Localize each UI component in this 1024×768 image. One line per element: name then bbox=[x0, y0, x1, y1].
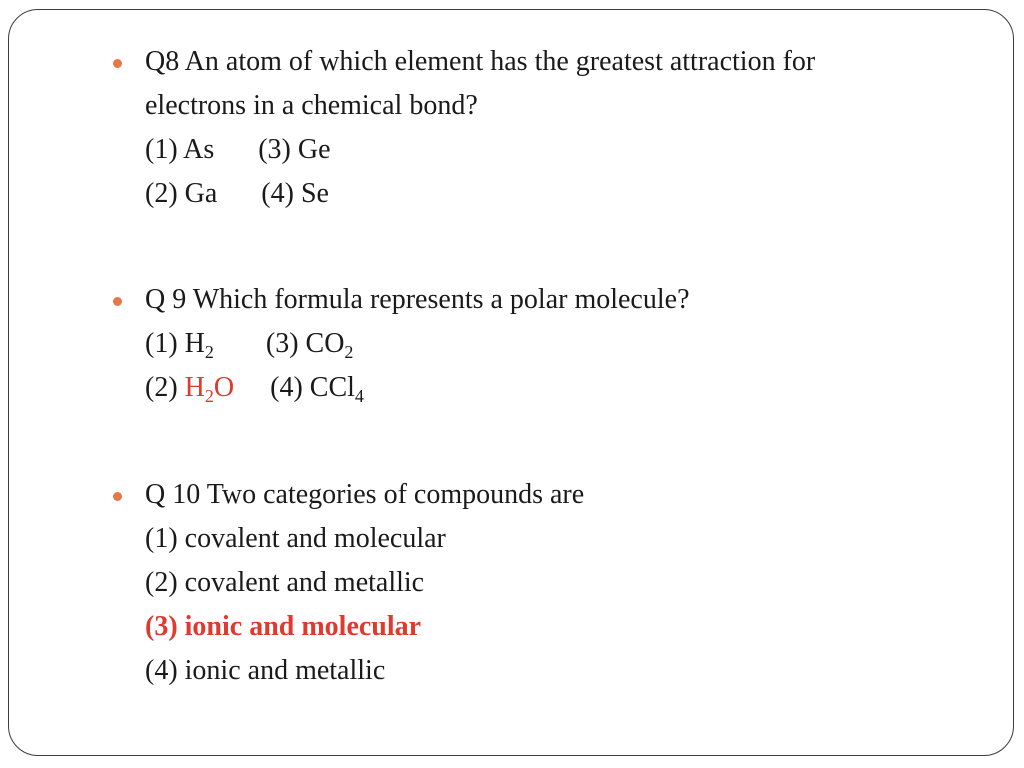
question-8 bbox=[115, 40, 815, 216]
q9-option-4: (4) CCl$_4$ bbox=[270, 372, 364, 406]
q8-option-3: (3) Ge bbox=[258, 134, 331, 165]
q8-stem-line-2: electrons in a chemical bond? bbox=[145, 90, 478, 121]
q8-option-1: (1) As bbox=[145, 134, 215, 165]
q9-option-2: (2) $H_2O$ bbox=[145, 372, 235, 406]
q9-options-row-1 bbox=[115, 322, 690, 366]
q10-stem: Q 10 Two categories of compounds are bbox=[145, 479, 585, 510]
q10-option-2: (2) covalent and metallic bbox=[145, 567, 425, 598]
bullet-icon bbox=[113, 492, 122, 501]
q9-correct-answer: $H_2O$ bbox=[184, 372, 235, 406]
q9-option-3: (3) $CO_2$ bbox=[265, 328, 354, 362]
question-10 bbox=[115, 473, 584, 693]
q8-option-4: (4) Se bbox=[261, 178, 329, 209]
q10-correct-answer: (3) ionic and molecular bbox=[145, 611, 422, 642]
q9-option-1: (1) $H_2$ bbox=[145, 328, 214, 362]
q10-option-1: (1) covalent and molecular bbox=[145, 523, 446, 554]
bullet-icon bbox=[113, 59, 122, 68]
q9-options-row-2 bbox=[115, 366, 690, 410]
q8-stem-line-1: Q8 An atom of which element has the greatest attraction for bbox=[145, 46, 816, 77]
question-9 bbox=[115, 278, 690, 410]
bullet-icon bbox=[113, 297, 122, 306]
q8-options-row-1 bbox=[115, 128, 815, 172]
q10-option-4: (4) ionic and metallic bbox=[145, 655, 386, 686]
q8-options-row-2 bbox=[115, 172, 815, 216]
q9-stem: Q 9 Which formula represents a polar molecule? bbox=[145, 284, 690, 315]
q8-option-2: (2) Ga bbox=[145, 178, 218, 209]
